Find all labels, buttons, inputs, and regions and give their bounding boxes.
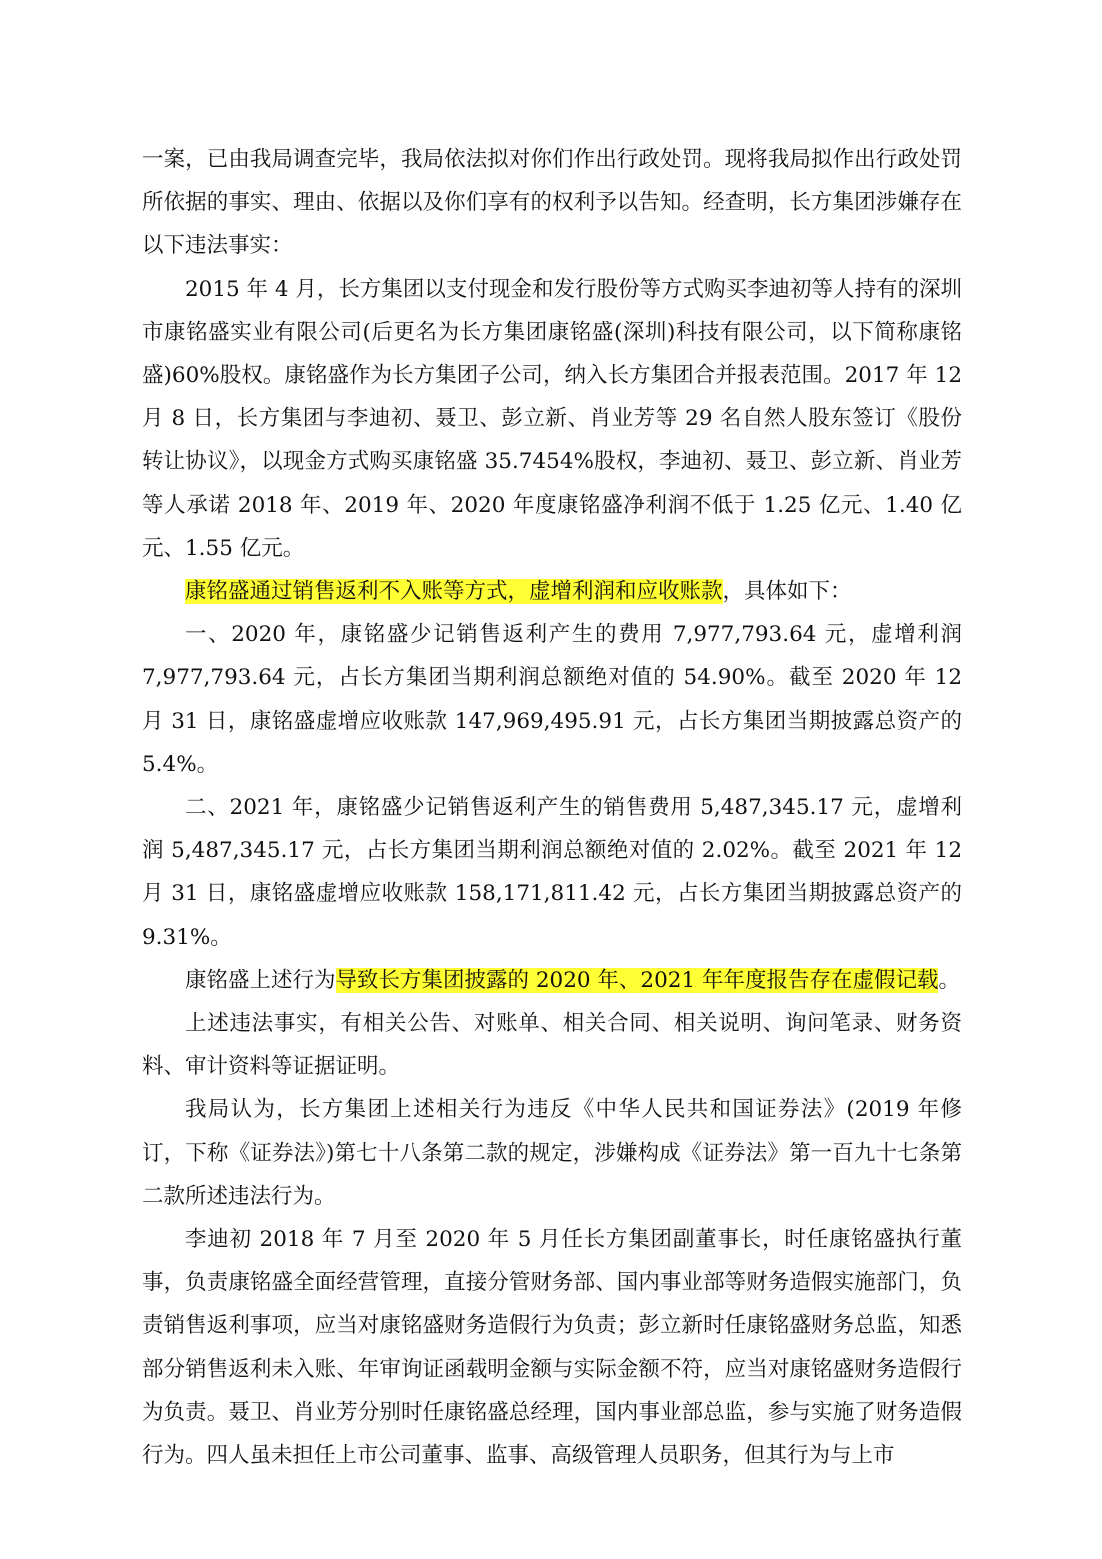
highlighted-text: 导致长方集团披露的 2020 年、2021 年年度报告存在虚假记载	[335, 967, 939, 993]
paragraph-text: 2015 年 4 月，长方集团以支付现金和发行股份等方式购买李迪初等人持有的深圳市康铭盛实业有限公司(后更名为长方集团康铭盛(深圳)科技有限公司，以下简称康铭盛)60%股权。康铭盛作为长方集团子公司，纳入长方集团合并报表范围。2017 年 12 月 8 日，长方集团与李迪初、聂卫、彭立新、肖业芳等 29 名自然人股东签订《股份转让协议》，以现金方式购买康铭盛 35.7454%股权，李迪初、聂卫、彭立新、肖业芳等人承诺 2018 年、2019 年、2020 年度康铭盛净利润不低于 1.25 亿元、1.40 亿元、1.55 亿元。	[142, 276, 962, 561]
document-body	[142, 138, 962, 1477]
paragraph-text: 我局认为，长方集团上述相关行为违反《中华人民共和国证券法》(2019 年修订，下称《证券法》)第七十八条第二款的规定，涉嫌构成《证券法》第一百九十七条第二款所述违法行为。	[142, 1097, 962, 1209]
paragraph	[142, 1002, 962, 1088]
paragraph-text: 一、2020 年，康铭盛少记销售返利产生的费用 7,977,793.64 元，虚增利润 7,977,793.64 元，占长方集团当期利润总额绝对值的 54.90%。截至 2020 年 12 月 31 日，康铭盛虚增应收账款 147,969,495.91 元，占长方集团当期披露总资产的 5.4%。	[142, 622, 962, 777]
highlighted-text: 康铭盛通过销售返利不入账等方式，虚增利润和应收账款	[185, 579, 723, 605]
paragraph	[142, 138, 962, 268]
paragraph-text: 上述违法事实，有相关公告、对账单、相关合同、相关说明、询问笔录、财务资料、审计资料等证据证明。	[142, 1011, 962, 1080]
paragraph	[142, 268, 962, 570]
paragraph-text: 一案，已由我局调查完毕，我局依法拟对你们作出行政处罚。现将我局拟作出行政处罚所依据的事实、理由、依据以及你们享有的权利予以告知。经查明，长方集团涉嫌存在以下违法事实：	[142, 147, 962, 259]
paragraph-text: 。	[938, 967, 960, 993]
paragraph	[142, 613, 962, 786]
paragraph-text: 二、2021 年，康铭盛少记销售返利产生的销售费用 5,487,345.17 元，虚增利润 5,487,345.17 元，占长方集团当期利润总额绝对值的 2.02%。截至 2021 年 12 月 31 日，康铭盛虚增应收账款 158,171,811.42 元，占长方集团当期披露总资产的 9.31%。	[142, 795, 962, 950]
paragraph	[142, 1218, 962, 1477]
paragraph-text: 李迪初 2018 年 7 月至 2020 年 5 月任长方集团副董事长，时任康铭盛执行董事，负责康铭盛全面经营管理，直接分管财务部、国内事业部等财务造假实施部门，负责销售返利事项，应当对康铭盛财务造假行为负责；彭立新时任康铭盛财务总监，知悉部分销售返利未入账、年审询证函载明金额与实际金额不符，应当对康铭盛财务造假行为负责。聂卫、肖业芳分别时任康铭盛总经理，国内事业部总监，参与实施了财务造假行为。四人虽未担任上市公司董事、监事、高级管理人员职务，但其行为与上市	[142, 1227, 962, 1469]
paragraph	[142, 1088, 962, 1218]
paragraph-text: 康铭盛上述行为	[185, 967, 336, 993]
paragraph	[142, 959, 962, 1002]
paragraph-text: ，具体如下：	[722, 579, 852, 605]
paragraph	[142, 786, 962, 959]
paragraph	[142, 570, 962, 613]
